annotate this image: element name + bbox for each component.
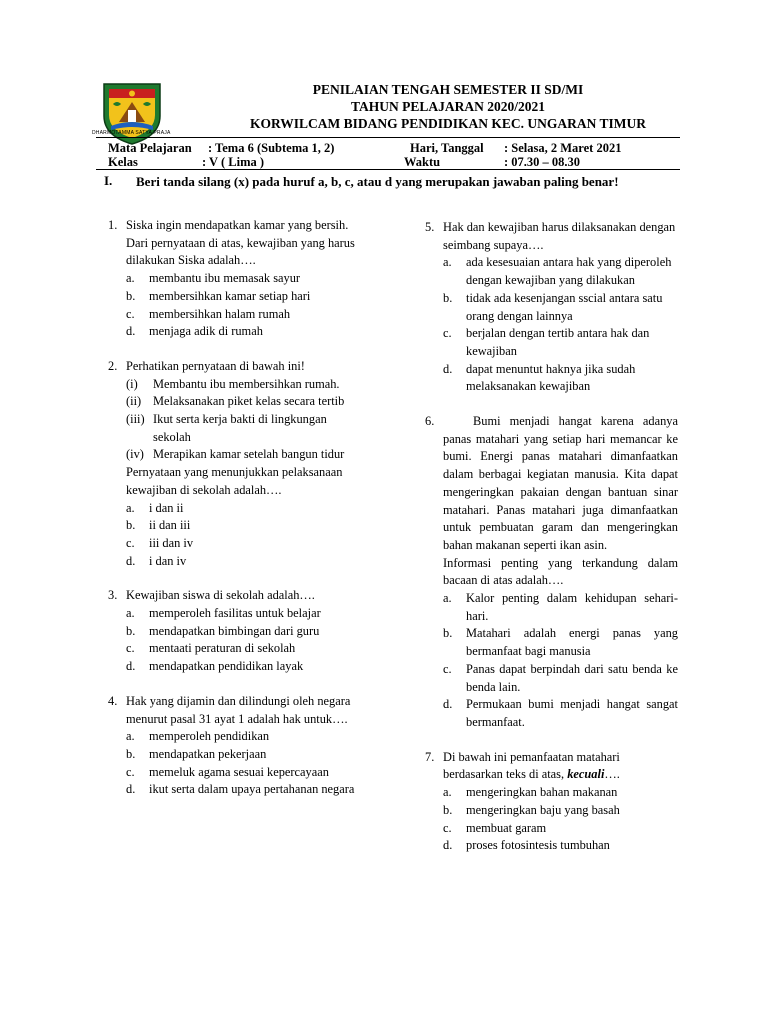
option-a[interactable] — [443, 254, 678, 289]
reading-passage: Bumi menjadi hangat karena adanya panas matahari yang setiap hari memancar ke bumi. Energi panas matahari dimanfaatkan dalam berbagai kegiatan manusia. Kita dapat mengeringkan pakaian dengan bantuan sinar matahari. Panas matahari juga dimanfaatkan untuk pembuatan garam dan mengeringkan bahan makanan seperti ikan asin. — [443, 414, 678, 552]
option-label: d. — [443, 697, 453, 712]
question-4 — [108, 693, 360, 799]
question-emphasis: kecuali — [567, 767, 605, 782]
option-d[interactable] — [126, 323, 360, 341]
statement-i — [126, 376, 360, 394]
option-c[interactable] — [443, 820, 678, 838]
option-text: membersihkan halam rumah — [149, 306, 291, 321]
option-a[interactable] — [443, 784, 678, 802]
option-text: mengeringkan baju yang basah — [466, 802, 620, 817]
question-text: Siska ingin mendapatkan kamar yang bersih. — [126, 218, 349, 232]
option-text: mengeringkan bahan makanan — [466, 785, 618, 800]
option-label: d. — [126, 659, 136, 674]
class-label: Kelas — [108, 155, 138, 169]
option-text: Panas dapat berpindah dari satu benda ke benda lain. — [466, 661, 678, 694]
question-7 — [425, 749, 678, 855]
question-suffix: …. — [604, 767, 620, 782]
option-a[interactable] — [126, 605, 360, 623]
option-b[interactable] — [443, 290, 678, 325]
option-label: b. — [443, 626, 453, 641]
option-text: i dan iv — [149, 553, 187, 568]
option-label: d. — [443, 361, 453, 376]
option-a[interactable] — [126, 270, 360, 288]
meta-divider — [96, 169, 680, 170]
question-stem: Di bawah ini pemanfaatan matahari berdasarkan teks di atas, — [443, 749, 620, 782]
statement-label: (iv) — [126, 447, 144, 462]
left-column — [108, 217, 360, 799]
statement-label: (i) — [126, 376, 138, 391]
option-text: membuat garam — [466, 820, 547, 835]
option-label: d. — [126, 553, 136, 568]
option-text: dapat menuntut haknya jika sudah melaksanakan kewajiban — [466, 361, 636, 394]
statement-iv — [126, 446, 360, 464]
option-text: membantu ibu memasak sayur — [149, 271, 301, 286]
statement-label: (ii) — [126, 394, 142, 409]
question-5 — [425, 219, 678, 396]
option-text: ikut serta dalam upaya pertahanan negara — [149, 782, 355, 797]
option-text: mendapatkan pekerjaan — [149, 746, 267, 761]
option-label: c. — [443, 661, 452, 676]
option-label: c. — [443, 326, 452, 341]
question-number: 7. — [425, 749, 435, 764]
question-text: Hak yang dijamin dan dilindungi oleh negara menurut pasal 31 ayat 1 adalah hak untuk…. — [126, 693, 351, 726]
option-b[interactable] — [443, 625, 678, 660]
option-text: tidak ada kesenjangan sscial antara satu orang dengan lainnya — [466, 290, 663, 323]
question-1 — [108, 217, 360, 341]
question-intro: Perhatikan pernyataan di bawah ini! — [126, 358, 305, 373]
option-label: c. — [126, 535, 135, 550]
option-text: ii dan iii — [149, 518, 191, 533]
option-d[interactable] — [126, 553, 360, 571]
question-prompt: Informasi penting yang terkandung dalam bacaan di atas adalah…. — [443, 555, 678, 588]
option-text: memeluk agama sesuai kepercayaan — [149, 764, 329, 779]
option-d[interactable] — [443, 361, 678, 396]
option-d[interactable] — [443, 696, 678, 731]
academic-year: TAHUN PELAJARAN 2020/2021 — [350, 99, 545, 114]
option-text: mentaati peraturan di sekolah — [149, 641, 296, 656]
statement-iii — [126, 411, 360, 446]
subject-value: : Tema 6 (Subtema 1, 2) — [208, 141, 335, 155]
class-value: : V ( Lima ) — [202, 155, 265, 169]
option-c[interactable] — [443, 661, 678, 696]
option-label: d. — [126, 782, 136, 797]
option-label: c. — [126, 764, 135, 779]
statement-text: Merapikan kamar setelah bangun tidur — [153, 447, 345, 462]
option-text: Matahari adalah energi panas yang bermanfaat bagi manusia — [466, 626, 678, 659]
subject-label: Mata Pelajaran — [108, 141, 192, 155]
option-label: a. — [126, 729, 135, 744]
option-label: a. — [443, 255, 452, 270]
option-text: memperoleh pendidikan — [149, 729, 270, 744]
question-number: 4. — [108, 693, 118, 708]
option-label: c. — [126, 306, 135, 321]
question-number: 2. — [108, 358, 118, 373]
option-a[interactable] — [443, 590, 678, 625]
header-divider — [96, 137, 680, 138]
option-label: b. — [443, 802, 453, 817]
option-label: b. — [126, 518, 136, 533]
option-label: d. — [443, 838, 453, 853]
exam-title: PENILAIAN TENGAH SEMESTER II SD/MI — [312, 82, 584, 97]
option-text: ada kesesuaian antara hak yang diperoleh dengan kewajiban yang dilakukan — [466, 255, 672, 288]
option-label: b. — [126, 288, 136, 303]
option-text: membersihkan kamar setiap hari — [149, 288, 311, 303]
statement-text: Ikut serta kerja bakti di lingkungan sekolah — [153, 412, 327, 444]
option-text: Kalor penting dalam kehidupan sehari-hari. — [466, 591, 678, 623]
question-text: Kewajiban siswa di sekolah adalah…. — [126, 588, 315, 603]
option-text: iii dan iv — [149, 535, 194, 550]
statement-label: (iii) — [126, 412, 145, 427]
option-label: b. — [126, 623, 136, 638]
statement-text: Melaksanakan piket kelas secara tertib — [153, 394, 345, 409]
option-label: a. — [126, 271, 135, 286]
option-label: c. — [443, 820, 452, 835]
option-text: memperoleh fasilitas untuk belajar — [149, 606, 321, 621]
option-b[interactable] — [126, 517, 360, 535]
option-c[interactable] — [126, 764, 360, 782]
option-text: mendapatkan bimbingan dari guru — [149, 623, 320, 638]
option-label: a. — [443, 591, 452, 606]
date-label: Hari, Tanggal — [410, 141, 484, 155]
section-instruction: Beri tanda silang (x) pada huruf a, b, c, atau d yang merupakan jawaban paling benar! — [136, 174, 619, 189]
option-c[interactable] — [126, 640, 360, 658]
date-value: : Selasa, 2 Maret 2021 — [504, 141, 622, 155]
option-a[interactable] — [126, 500, 360, 518]
question-2 — [108, 358, 360, 570]
option-text: i dan ii — [149, 500, 184, 515]
option-label: d. — [126, 324, 136, 339]
question-3 — [108, 587, 360, 676]
question-text: Hak dan kewajiban harus dilaksanakan dengan seimbang supaya…. — [443, 220, 676, 252]
question-prompt: Dari pernyataan di atas, kewajiban yang harus dilakukan Siska adalah…. — [126, 235, 355, 268]
option-c[interactable] — [126, 306, 360, 324]
option-b[interactable] — [126, 288, 360, 306]
logo-caption: DHARMOTAMMA SATYA PRAJA — [92, 130, 171, 136]
option-label: a. — [443, 785, 452, 800]
question-number: 5. — [425, 220, 435, 234]
statement-ii — [126, 393, 360, 411]
option-label: c. — [126, 641, 135, 656]
option-b[interactable] — [443, 802, 678, 820]
option-b[interactable] — [126, 746, 360, 764]
option-text: proses fotosintesis tumbuhan — [466, 838, 610, 853]
option-d[interactable] — [443, 837, 678, 855]
option-a[interactable] — [126, 728, 360, 746]
option-label: a. — [126, 500, 135, 515]
district-office: KORWILCAM BIDANG PENDIDIKAN KEC. UNGARAN TIMUR — [249, 116, 647, 131]
option-text: Permukaan bumi menjadi hangat sangat bermanfaat. — [466, 697, 678, 729]
question-text — [443, 749, 678, 784]
option-text: menjaga adik di rumah — [149, 324, 263, 339]
option-label: b. — [126, 746, 136, 761]
option-b[interactable] — [126, 623, 360, 641]
option-c[interactable] — [443, 325, 678, 360]
option-d[interactable] — [126, 658, 360, 676]
question-number: 6. — [425, 414, 435, 429]
option-label: a. — [126, 606, 135, 621]
question-number: 1. — [108, 218, 118, 232]
option-d[interactable] — [126, 781, 360, 799]
option-text: mendapatkan pendidikan layak — [149, 659, 304, 674]
time-label: Waktu — [404, 155, 441, 169]
time-value: : 07.30 – 08.30 — [504, 155, 581, 169]
option-label: b. — [443, 290, 453, 305]
question-number: 3. — [108, 588, 118, 603]
option-c[interactable] — [126, 535, 360, 553]
right-column — [425, 219, 678, 855]
question-6 — [425, 413, 678, 732]
statement-text: Membantu ibu membersihkan rumah. — [153, 376, 340, 391]
question-prompt: Pernyataan yang menunjukkan pelaksanaan kewajiban di sekolah adalah…. — [126, 465, 343, 497]
option-text: berjalan dengan tertib antara hak dan kewajiban — [466, 326, 650, 358]
section-number: I. — [104, 173, 113, 188]
